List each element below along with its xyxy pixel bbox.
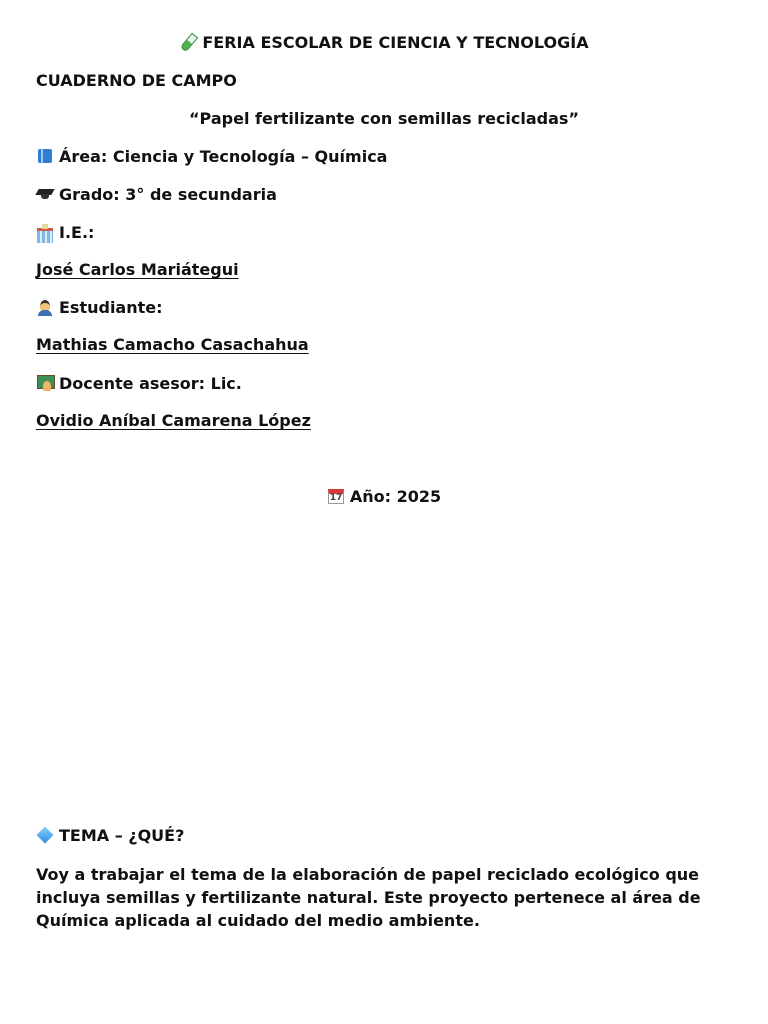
fair-title: FERIA ESCOLAR DE CIENCIA Y TECNOLOGÍA	[0, 32, 768, 54]
advisor-name: Ovidio Aníbal Camarena López	[36, 411, 311, 430]
year-line: 17Año: 2025	[0, 486, 768, 508]
project-title: “Papel fertilizante con semillas recicladas”	[189, 109, 579, 128]
section-heading: TEMA – ¿QUÉ?	[36, 825, 184, 847]
blue-diamond-icon	[36, 826, 54, 844]
section-body: Voy a trabajar el tema de la elaboración de papel reciclado ecológico que incluya semillas y fertilizante natural. Este proyecto pertenece al área de Química aplicada al cuidado del medio ambiente.	[36, 865, 701, 930]
test-tube-icon	[179, 33, 197, 51]
grade-line: Grado: 3° de secundaria	[36, 184, 277, 206]
graduation-cap-icon	[36, 185, 54, 203]
blue-book-icon	[36, 147, 54, 165]
school-icon	[36, 223, 54, 241]
student-name: Mathias Camacho Casachahua	[36, 335, 309, 354]
calendar-icon	[327, 487, 345, 505]
advisor-label-line: Docente asesor: Lic.	[36, 373, 242, 395]
student-icon	[36, 298, 54, 316]
area-line: Área: Ciencia y Tecnología – Química	[36, 146, 387, 168]
teacher-icon	[36, 374, 54, 392]
student-label-line: Estudiante:	[36, 297, 163, 319]
school-label-line: I.E.:	[36, 222, 94, 244]
school-name: José Carlos Mariátegui	[36, 260, 239, 279]
notebook-label: CUADERNO DE CAMPO	[36, 71, 237, 90]
